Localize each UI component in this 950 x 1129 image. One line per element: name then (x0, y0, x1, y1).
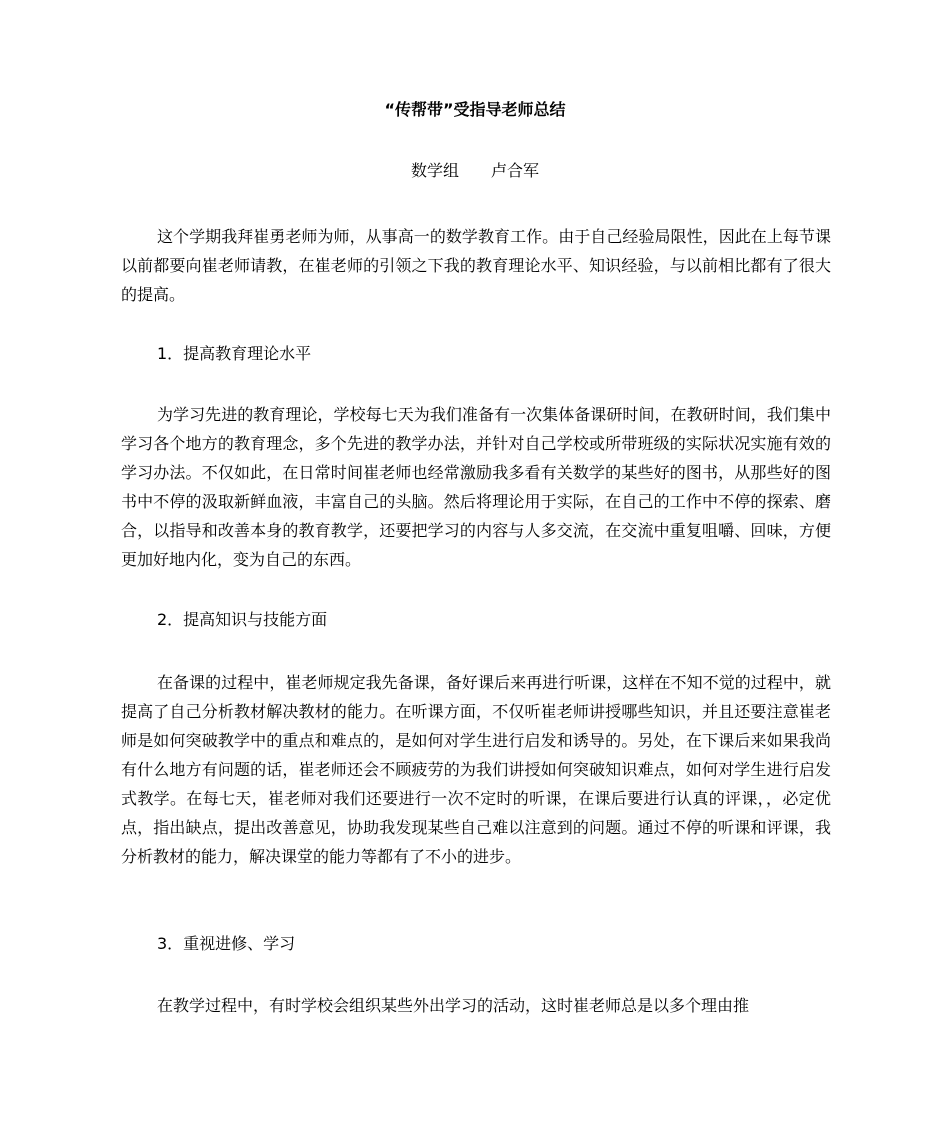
section-body-3: 在教学过程中，有时学校会组织某些外出学习的活动，这时崔老师总是以多个理由推 (157, 996, 750, 1015)
intro-paragraph: 这个学期我拜崔勇老师为师，从事高一的数学教育工作。由于自己经验局限性，因此在上每节课以前都要向崔老师请教，在崔老师的引领之下我的教育理论水平、知识经验，与以前相比都有了很大的提高。 (121, 227, 831, 304)
section-body-2: 在备课的过程中，崔老师规定我先备课，备好课后来再进行听课，这样在不知不觉的过程中，就提高了自己分析教材解决教材的能力。在听课方面，不仅听崔老师讲授哪些知识，并且还要注意崔老师是如何突破教学中的重点和难点的，是如何对学生进行启发和诱导的。另处，在下课后来如果我尚有什么地方有问题的话，崔老师还会不顾疲劳的为我们讲授如何突破知识难点，如何对学生进行启发式教学。在每七天，崔老师对我们还要进行一次不定时的听课，在课后要进行认真的评课，，必定优点，指出缺点，提出改善意见，协助我发现某些自己难以注意到的问题。通过不停的听课和评课，我分析教材的能力，解决课堂的能力等都有了不小的进步。 (121, 673, 831, 866)
document-title: “传帮带”受指导老师总结 (384, 100, 566, 119)
section-heading-1: 1．提高教育理论水平 (157, 344, 312, 363)
section-heading-3: 3．重视进修、学习 (157, 934, 296, 953)
section-body-1: 为学习先进的教育理论，学校每七天为我们准备有一次集体备课研时间，在教研时间，我们集中学习各个地方的教育理念，多个先进的教学办法，并针对自己学校或所带班级的实际状况实施有效的学习办法。不仅如此，在日常时间崔老师也经常激励我多看有关数学的某些好的图书，从那些好的图书中不停的汲取新鲜血液，丰富自己的头脑。然后将理论用于实际，在自己的工作中不停的探索、磨合，以指导和改善本身的教育教学，还要把学习的内容与人多交流，在交流中重复咀嚼、回味，方便更加好地内化，变为自己的东西。 (121, 405, 831, 569)
section-heading-2: 2．提高知识与技能方面 (157, 610, 328, 629)
author-line: 数学组 卢合军 (410, 161, 539, 180)
